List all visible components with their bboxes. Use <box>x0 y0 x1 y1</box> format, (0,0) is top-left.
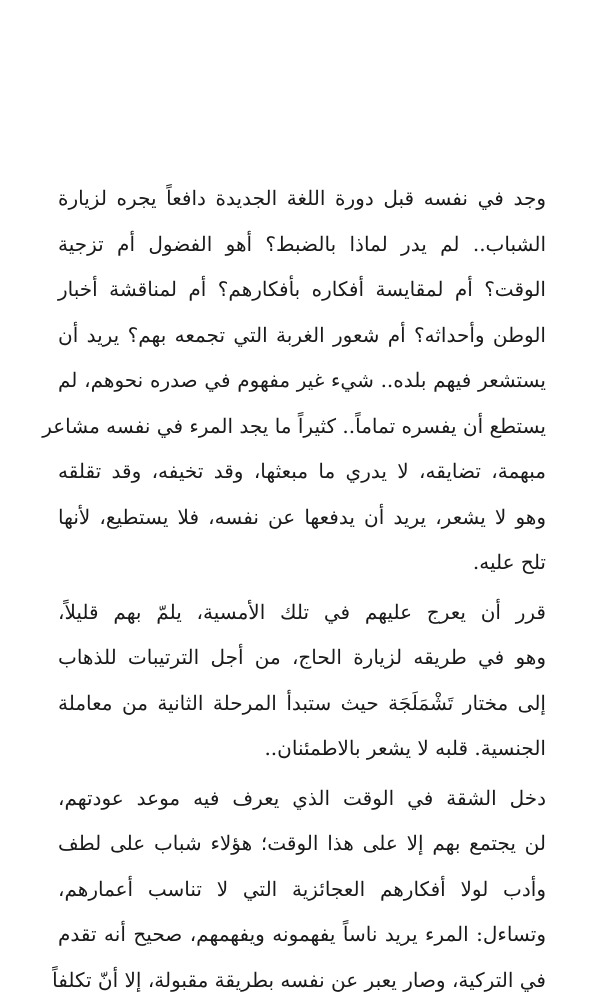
text-line: مبهمة، تضايقه، لا يدري ما مبعثها، وقد تخيفه، وقد تقلقه <box>58 459 546 483</box>
paragraph-1 <box>42 176 546 586</box>
text-line: الجنسية. قلبه لا يشعر بالاطمئنان.. <box>264 736 546 760</box>
text-line: دخل الشقة في الوقت الذي يعرف فيه موعد عودتهم، <box>58 785 546 810</box>
text-line: لن يجتمع بهم إلا على هذا الوقت؛ هؤلاء شباب على لطف <box>58 831 546 855</box>
text-line: إلى مختار تَشْمَلَجَة حيث ستبدأ المرحلة الثانية من معاملة <box>58 690 546 715</box>
text-line: تلح عليه. <box>472 550 546 574</box>
text-line: وتساءل: المرء يريد ناساً يفهمونه ويفهمهم، صحيح أنه تقدم <box>58 922 546 946</box>
paragraph-2 <box>58 590 546 772</box>
text-line: وأدب لولا أفكارهم العجائزية التي لا تناسب أعمارهم، <box>58 876 546 901</box>
paragraph-3 <box>52 776 546 1004</box>
text-line: الوقت؟ أم لمقايسة أفكاره بأفكارهم؟ أم لمناقشة أخبار <box>58 277 546 301</box>
text-line: يستطع أن يفسره تماماً.. كثيراً ما يجد المرء في نفسه مشاعر <box>42 413 546 438</box>
book-page-text <box>42 176 546 1007</box>
text-line: وهو في طريقه لزيارة الحاج، من أجل الترتيبات للذهاب <box>58 645 546 669</box>
text-line: الشباب.. لم يدر لماذا بالضبط؟ أهو الفضول أم تزجية <box>58 231 546 256</box>
text-line: الوطن وأحداثه؟ أم شعور الغربة التي تجمعه بهم؟ يريد أن <box>58 322 546 347</box>
text-line: يستشعر فيهم بلده.. شيء غير مفهوم في صدره نحوهم، لم <box>58 368 546 392</box>
text-line: وهو لا يشعر، يريد أن يدفعها عن نفسه، فلا يستطيع، لأنها <box>58 504 546 529</box>
text-line: في التركية، وصار يعبر عن نفسه بطريقة مقبولة، إلا أنّ تكلفاً <box>52 967 546 992</box>
text-line: وجد في نفسه قبل دورة اللغة الجديدة دافعاً يجره لزيارة <box>58 186 546 210</box>
text-line: قرر أن يعرج عليهم في تلك الأمسية، يلمّ بهم قليلاً، <box>58 599 546 624</box>
